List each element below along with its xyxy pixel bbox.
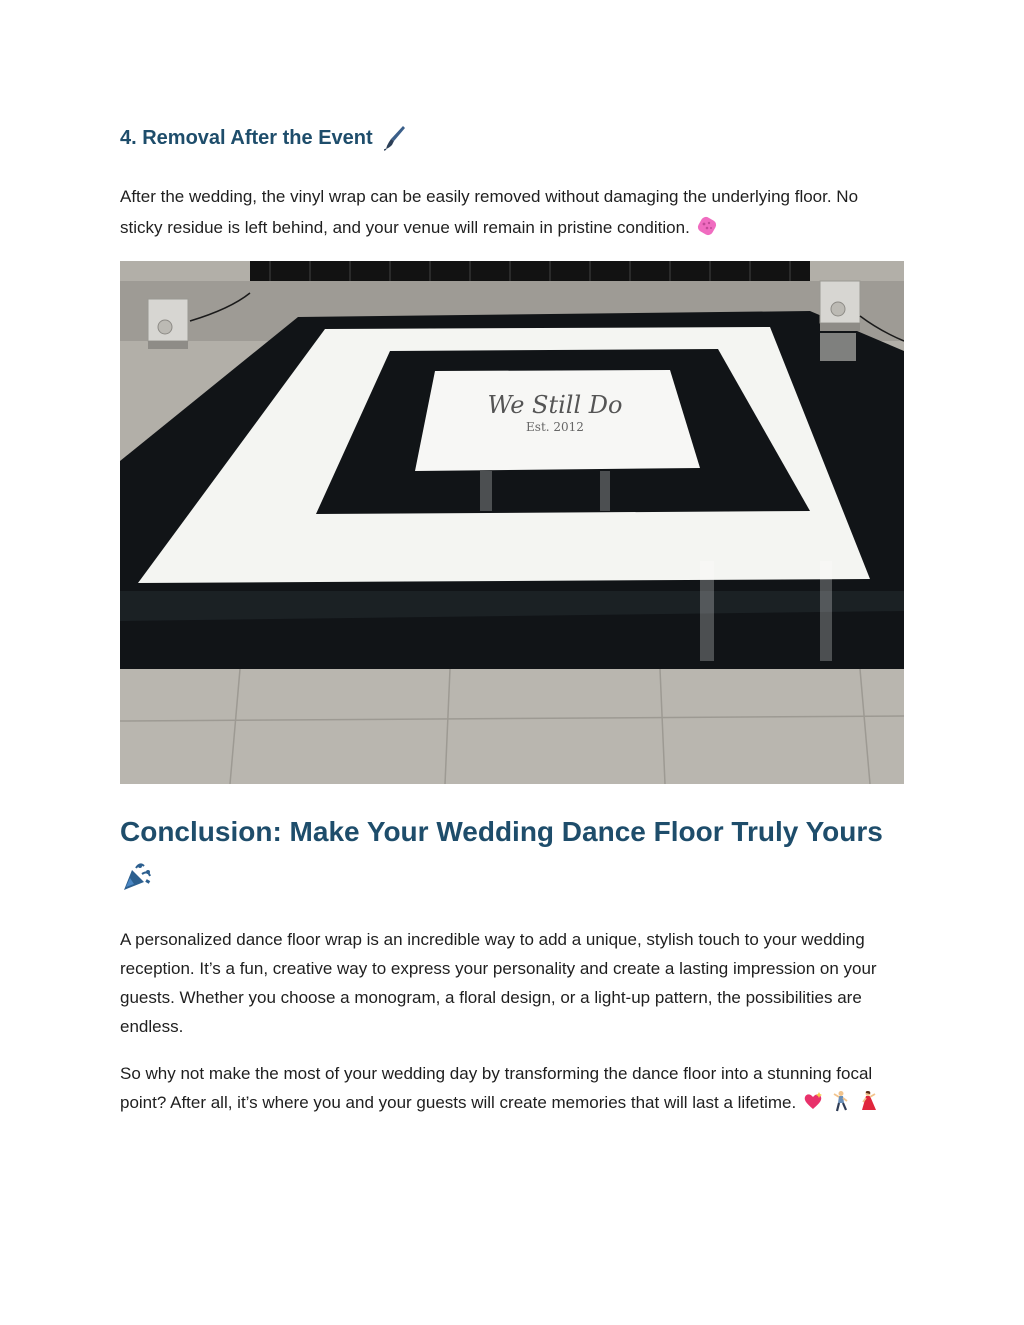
- left-speaker: [148, 299, 188, 349]
- conclusion-paragraph-1: A personalized dance floor wrap is an incredible way to add a unique, stylish touch to your wedding reception. It’s a fun, creative way to express your personality and create a lasting impression on your guests. Whether you choose a monogram, a floral design, or a light-up pattern, the possibilities are endless.: [120, 930, 877, 1036]
- floor-subtext: Est. 2012: [526, 420, 584, 434]
- sponge-icon: [696, 215, 718, 237]
- conclusion-heading-text: Conclusion: Make Your Wedding Dance Floor Truly Yours: [120, 816, 883, 847]
- conclusion-heading: [120, 812, 904, 894]
- section-paragraph-text: After the wedding, the vinyl wrap can be easily removed without damaging the underlying floor. No sticky residue is left behind, and your venue will remain in pristine condition.: [120, 187, 859, 237]
- dance-floor-photo: [120, 261, 904, 784]
- conclusion-paragraph-2: [120, 1059, 904, 1117]
- man-dancing-icon: [830, 1090, 852, 1112]
- section-heading: [120, 124, 407, 152]
- sparkling-heart-icon: [802, 1090, 824, 1112]
- section-heading-text: 4. Removal After the Event: [120, 126, 373, 149]
- woman-dancing-icon: [858, 1090, 880, 1112]
- party-popper-icon: [120, 860, 154, 894]
- section-paragraph: [120, 181, 904, 243]
- conclusion-paragraph-2-text: So why not make the most of your wedding day by transforming the dance floor into a stunning focal point? After all, it’s where you and your guests will create memories that will last a lifetime.: [120, 1064, 873, 1112]
- right-speaker: [820, 281, 860, 361]
- paintbrush-icon: [383, 124, 407, 152]
- floor-script-text: We Still Do: [487, 391, 623, 419]
